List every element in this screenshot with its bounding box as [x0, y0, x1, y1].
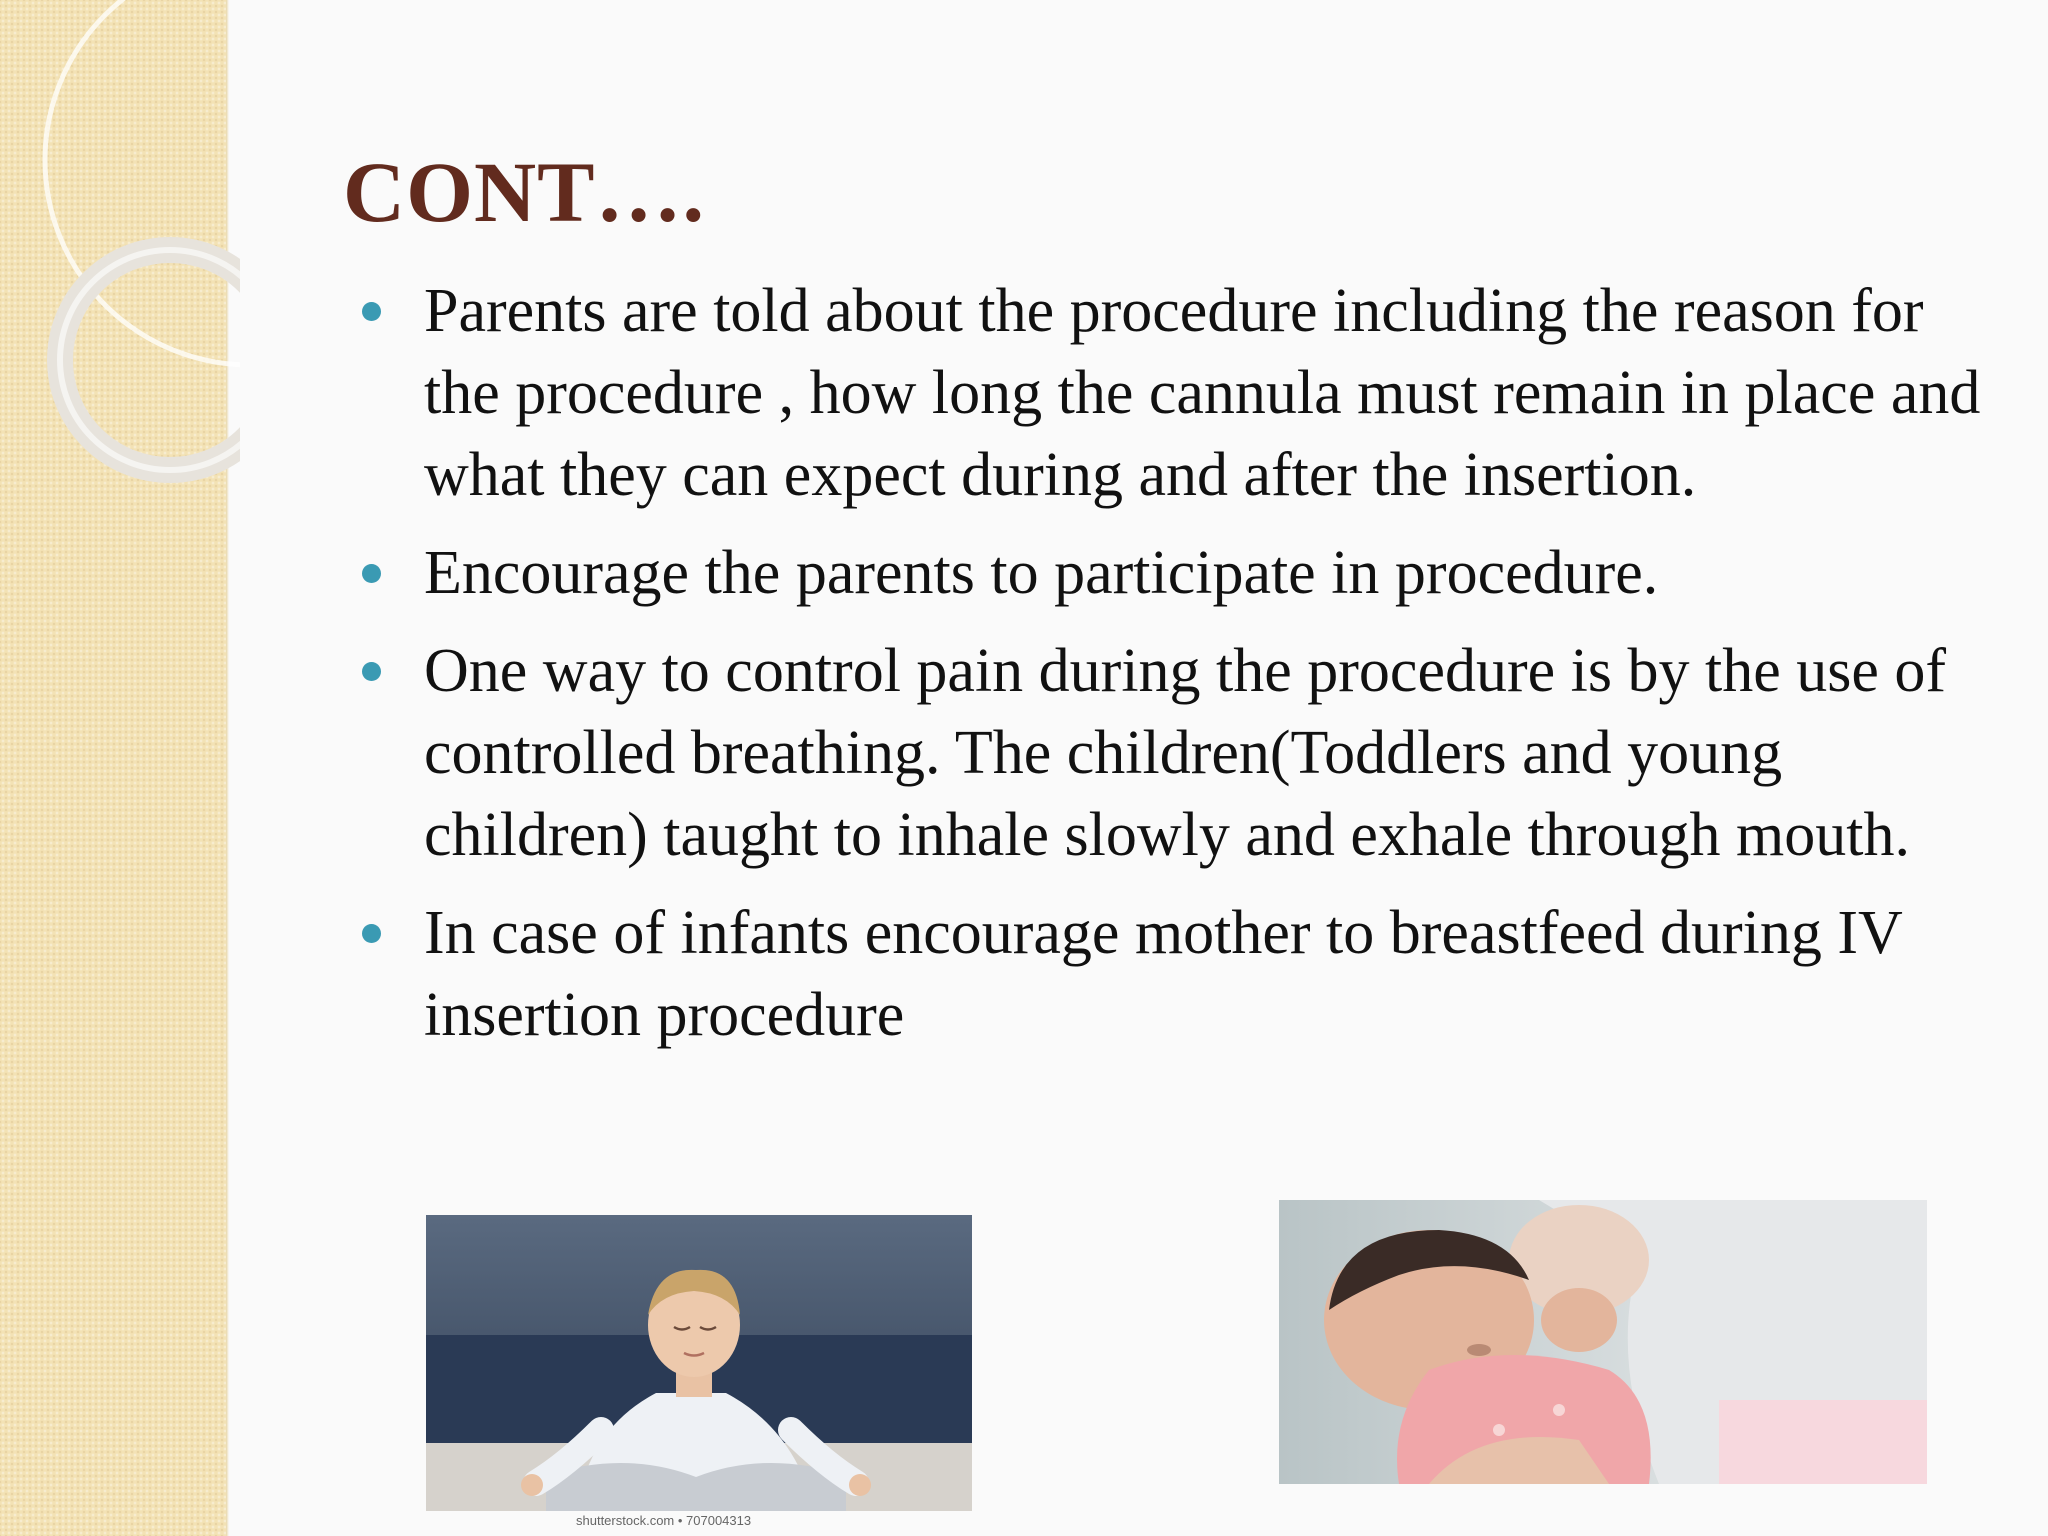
slide-title: CONT….: [343, 144, 705, 240]
bullet-text-2: Encourage the parents to participate in procedure.: [424, 539, 1659, 607]
bullet-item-1: [362, 270, 2002, 516]
bullet-dot-icon: [362, 302, 381, 321]
child-breathing-photo: [426, 1215, 972, 1511]
bullet-list: [362, 270, 2002, 1072]
bullet-item-2: [362, 532, 2002, 614]
decorative-rings: [0, 0, 240, 520]
bullet-text-3: One way to control pain during the procedure is by the use of controlled breathing. The children(Toddlers and young children) taught to inhale slowly and exhale through mouth.: [424, 637, 1947, 869]
bullet-text-4: In case of infants encourage mother to breastfeed during IV insertion procedure: [424, 899, 1902, 1049]
bullet-text-1: Parents are told about the procedure including the reason for the procedure , how long the cannula must remain in place and what they can expect during and after the insertion.: [424, 277, 1981, 509]
bullet-dot-icon: [362, 662, 381, 681]
bullet-dot-icon: [362, 924, 381, 943]
bullet-item-3: [362, 630, 2002, 876]
photo-watermark: shutterstock.com • 707004313: [576, 1513, 752, 1528]
bullet-dot-icon: [362, 564, 381, 583]
infant-breastfeeding-photo: [1279, 1200, 1927, 1484]
bullet-item-4: [362, 892, 2002, 1056]
